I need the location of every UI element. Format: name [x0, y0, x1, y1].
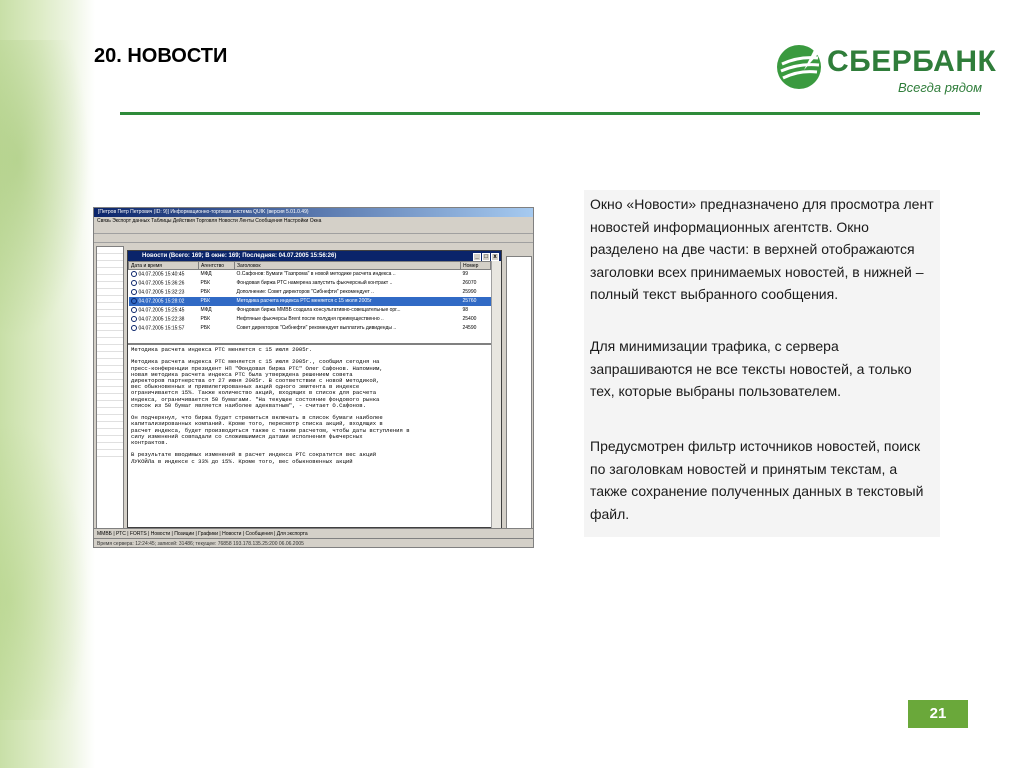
app-menu: Связь Экспорт данных Таблицы Действия Торговля Новости Ленты Сообщения Настройки Окна	[94, 217, 533, 225]
news-cell: 04.07.2005 15:22:38	[129, 315, 199, 324]
news-cell: Совет директоров "Сибнефти" рекомендует выплатить дивиденды ..	[236, 325, 397, 331]
news-cell: 04.07.2005 15:25:45	[129, 306, 199, 315]
news-cell: 25400	[462, 316, 477, 322]
news-row[interactable]	[129, 288, 491, 297]
news-cell: 25990	[462, 289, 477, 295]
logo-tagline: Всегда рядом	[898, 80, 983, 95]
news-list	[128, 261, 501, 341]
news-cell: 98	[462, 307, 469, 313]
info-icon	[131, 325, 137, 331]
app-toolbar-2	[94, 234, 533, 243]
info-icon	[131, 271, 137, 277]
news-row[interactable]	[129, 270, 491, 279]
news-row[interactable]	[129, 324, 491, 333]
news-cell: 26070	[462, 280, 477, 286]
news-cell: Фондовая биржа ММВБ создала консультативно-совещательные орг...	[236, 307, 401, 313]
news-cell: Фондовая биржа РТС намерена запустить фьючерсный контракт ..	[236, 280, 393, 286]
news-row[interactable]	[129, 306, 491, 315]
news-cell: О.Сафонов: Бумаги "Газпрома" в новой методике расчета индекса ..	[236, 271, 396, 278]
news-row[interactable]	[129, 297, 491, 306]
news-scrollbar[interactable]	[491, 261, 501, 529]
info-icon	[131, 298, 137, 304]
decorative-background	[0, 0, 95, 768]
news-row[interactable]	[129, 315, 491, 324]
news-column-header[interactable]: Агентство	[199, 262, 235, 270]
quik-screenshot	[93, 207, 534, 548]
news-window	[127, 250, 502, 528]
news-column-header[interactable]: Заголовок	[235, 262, 461, 270]
slide-title: 20. НОВОСТИ	[94, 45, 228, 67]
app-toolbar	[94, 225, 533, 234]
news-cell: 04.07.2005 15:28:02	[129, 297, 199, 306]
news-cell: РБК	[200, 325, 211, 331]
description-paragraph-3: Предусмотрен фильтр источников новостей, поиск по заголовкам новостей и принятым текстам, а также сохранение полученных данных в текстовый файл.	[590, 438, 924, 522]
app-statusbar: Время сервера: 12:24:45; записей: 31486; текущее: 76858 193.178.135.25:200 06.06.2005	[94, 538, 534, 548]
news-cell: 99	[462, 271, 469, 278]
news-row[interactable]	[129, 279, 491, 288]
news-cell: РБК	[200, 289, 211, 295]
app-titlebar: [Петров Петр Петрович (ID: 9)] Информационно-торговая система QUIK (версия 5.01.0.49)	[94, 208, 533, 217]
info-icon	[131, 316, 137, 322]
news-cell: 04.07.2005 15:40:45	[129, 270, 199, 279]
news-cell: РБК	[200, 316, 211, 322]
description-panel	[584, 190, 940, 537]
news-cell: РБК	[199, 297, 235, 306]
news-cell: 04.07.2005 15:36:26	[129, 279, 199, 288]
sberbank-leaf-icon	[774, 42, 824, 92]
news-cell: 04.07.2005 15:32:23	[129, 288, 199, 297]
news-cell: РБК	[200, 280, 211, 286]
logo-name: СБЕРБАНК	[827, 45, 997, 78]
news-window-title: Новости (Всего: 169; В окне: 169; Последняя: 04.07.2005 15:56:26) _ □ x	[128, 251, 501, 261]
description-paragraph-2: Для минимизации трафика, с сервера запрашиваются не все тексты новостей, а только тех, которые выбраны пользователем.	[590, 338, 912, 399]
news-cell: 25760	[461, 297, 491, 306]
info-icon	[131, 289, 137, 295]
news-column-header[interactable]: Дата и время	[129, 262, 199, 270]
app-tabs: ММВБ | РТС | FORTS | Новости | Позиции | Графики | Новости | Сообщения | Для экспорта	[94, 528, 534, 538]
info-icon	[131, 307, 137, 313]
news-text: Методика расчета индекса РТС меняется с 15 июля 2005г. Методика расчета индекса РТС меняется с 15 июля 2005г., сообщил сегодня на пресс-конференции президент НП "Фондовая биржа РТС" Олег Сафонов. Напомним, новая методика расчета индекса РТС была утверждена решением совета директоров партнерства от 27 июня 2005г. В соответствии с новой методикой, вес обыкновенных и привилегированных акций одного эмитента в индексе ограничивается 15%. Также количество акций, входящих в список для расчета индекса, ограничивается 50 бумагами. "На текущее состояние фондового рынка список из 50 бумаг является наиболее адекватным", - считает О.Сафонов. Он подчеркнул, что биржа будет стремиться включать в список бумаги наиболее капитализированных компаний. Кроме того, пересмотр списка акций, входящих в расчет индекса, будет производиться также с таким расчетом, чтобы даты вступления в силу изменений совпадали со сложившимися датами исполнения фьючерсных контрактов. В результате вводимых изменений в расчет индекса РТС сократится вес акций ЛУКОЙЛа в индексе с 33% до 15%. Кроме того, вес обыкновенных акций	[128, 343, 492, 527]
news-column-header[interactable]: Номер	[461, 262, 491, 270]
news-cell: 24590	[462, 325, 477, 331]
page-number: 21	[908, 700, 968, 728]
header-divider	[120, 112, 980, 115]
left-table	[96, 246, 124, 536]
sberbank-logo	[774, 42, 997, 98]
news-cell: МФД	[200, 271, 212, 278]
right-table	[506, 256, 532, 536]
news-cell: Методика расчета индекса РТС меняется с 15 июля 2005г	[235, 297, 461, 306]
news-cell: Нефтяные фьючерсы Brent после полудня преимущественно ..	[236, 316, 384, 322]
description-paragraph-1: Окно «Новости» предназначено для просмотра лент новостей информационных агентств. Окно разделено на две части: в верхней отображаются заголовки всех принимаемых новостей, в нижней – полный текст выбранного сообщения.	[590, 196, 934, 302]
news-cell: 04.07.2005 15:15:57	[129, 324, 199, 333]
news-cell: Дополнение: Совет директоров "Сибнефти" рекомендует ..	[236, 289, 374, 295]
news-cell: МФД	[200, 307, 212, 313]
info-icon	[131, 280, 137, 286]
